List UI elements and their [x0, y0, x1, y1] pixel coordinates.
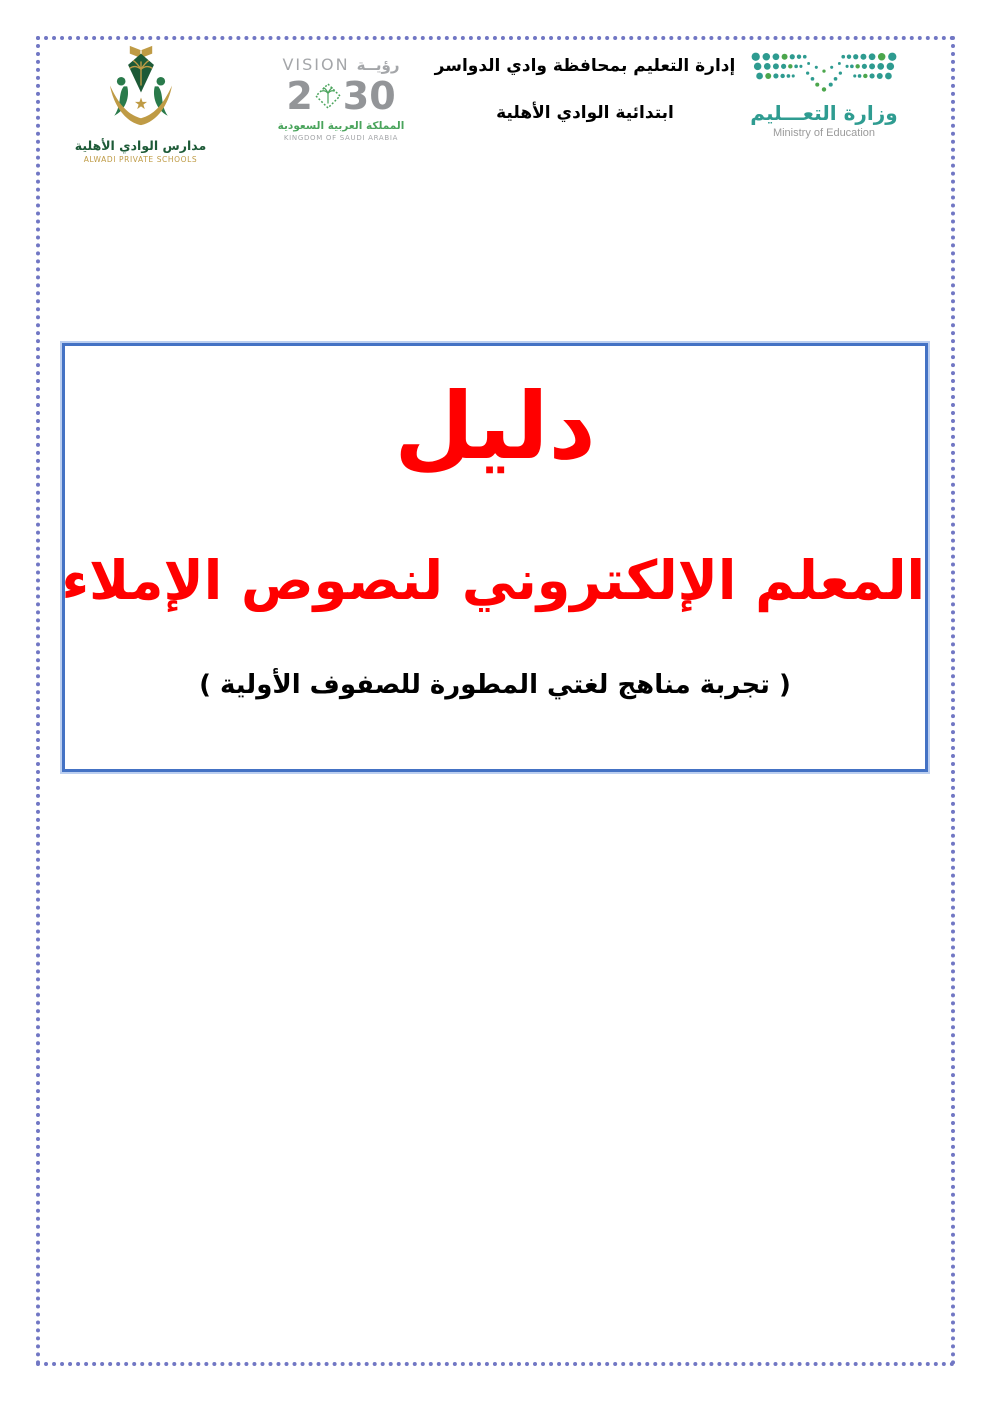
vision-emblem-icon: [312, 80, 344, 112]
guide-subtitle: المعلم الإلكتروني لنصوص الإملاء: [61, 549, 925, 613]
vision-2030-logo: [266, 55, 416, 142]
header-title-block: [418, 56, 752, 123]
moe-name-arabic: وزارة التعـــليم: [750, 101, 898, 125]
vision-country-arabic: المملكة العربية السعودية: [277, 120, 405, 132]
school-name-english: ALWADI PRIVATE SCHOOLS: [83, 155, 198, 164]
vision-text-english: VISION: [282, 55, 350, 74]
ministry-of-education-logo: [710, 50, 938, 139]
school-name-arabic: مدارس الوادي الأهلية: [74, 138, 207, 153]
vision-year: [266, 74, 416, 118]
school-logo: [68, 42, 213, 164]
education-department-line: إدارة التعليم بمحافظة وادي الدواسر: [434, 56, 736, 76]
vision-country-english: KINGDOM OF SAUDI ARABIA: [283, 134, 399, 142]
guide-note: ( تجربة مناهج لغتي المطورة للصفوف الأولية ): [199, 669, 791, 700]
vision-year-right: 30: [342, 74, 396, 118]
vision-text-arabic: رؤيــة: [356, 56, 400, 74]
vision-wordmark: [266, 55, 416, 74]
school-emblem-icon: [85, 42, 197, 136]
moe-name-english: Ministry of Education: [772, 127, 876, 139]
moe-dots-icon: [744, 50, 904, 100]
guide-title: دليل: [394, 373, 596, 480]
school-name-line: ابتدائية الوادي الأهلية: [496, 103, 674, 123]
title-box: [62, 343, 928, 772]
vision-year-left: 2: [286, 74, 313, 118]
